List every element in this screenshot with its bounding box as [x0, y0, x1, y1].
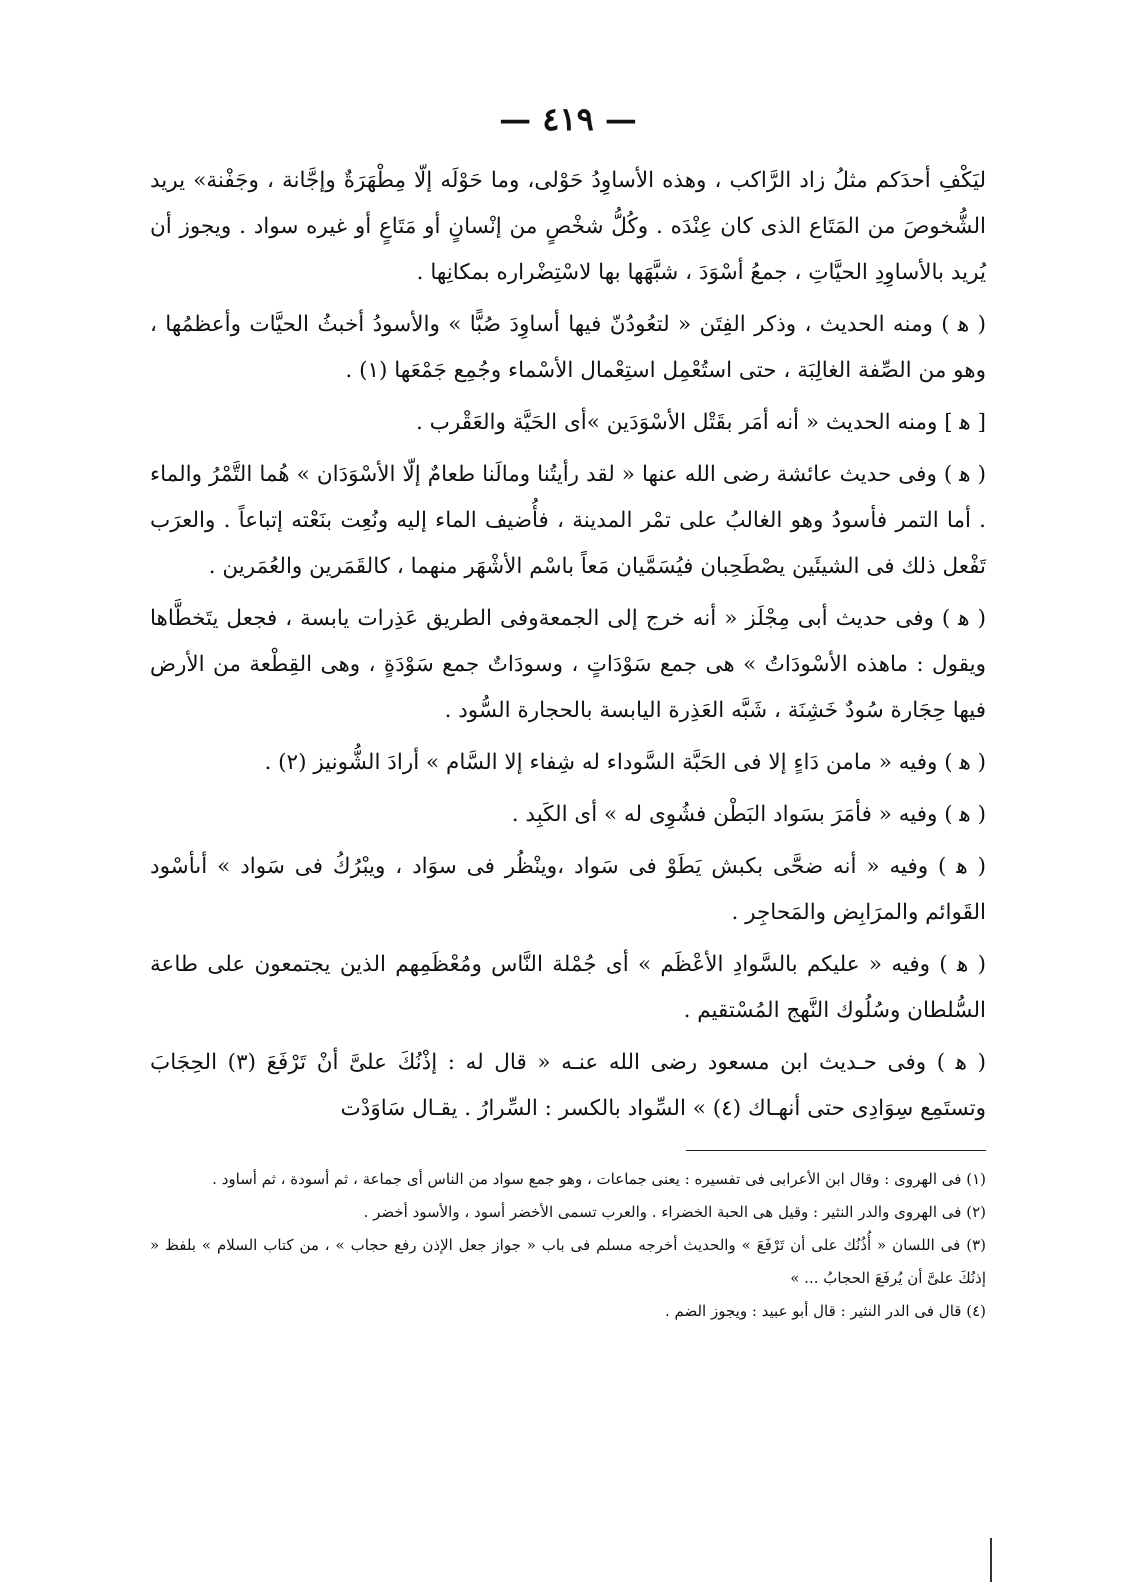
footnote: (٢) فى الهروى والدر النثير : وقيل هى الحبة الخضراء . والعرب تسمى الأخضر أسود ، والأسود أخضر .: [363, 1203, 986, 1221]
main-text: [150, 158, 986, 1132]
footnotes: [150, 1163, 986, 1328]
paragraph: ( ﻫ ) وفى حديث أبى مِجْلَز « أنه خرج إلى الجمعةوفى الطريق عَذِرات يابسة ، فجعل يتَخطَّاها ويقول : ماهذه الأسْودَاتُ » هى جمع سَوْدَاتٍ ، وسودَاتٌ جمع سَوْدَةٍ ، وهى القِطْعة من الأرض فيها حِجَارة سُودٌ خَشِنَة ، شَبَّه العَذِرة اليابسة بالحجارة السُّود .: [150, 606, 986, 723]
paragraph: ( ﻫ ) وفيه « أنه ضحَّى بكبش يَطَوْ فى سَواد ،وينْظُر فى سوَاد ، ويبْرُكُ فى سَواد » أىأسْود القَوائم والمرَابِض والمَحاجِر .: [150, 854, 986, 925]
footnote: (١) فى الهروى : وقال ابن الأعرابى فى تفسيره : يعنى جماعات ، وهو جمع سواد من الناس أى جماعة ، ثم أسودة ، ثم أساود .: [212, 1170, 986, 1188]
paragraph: ليَكْفِ أحدَكم مثلُ زاد الرَّاكب ، وهذه الأساوِدُ حَوْلى، وما حَوْلَه إلّا مِطْهَرَةٌ وإجَّانة ، وجَفْنة» يريد الشُّخوصَ من المَتَاع الذى كان عِنْدَه . وكُلُّ شخْصٍ من إنْسانٍ أو مَتَاعٍ أو غيره سواد . ويجوز أن يُريد بالأساوِدِ الحيَّاتِ ، جمعُ أسْوَدَ ، شبَّهَها بها لاسْتِضْراره بمكانِها .: [150, 168, 986, 285]
paragraph: [ ﻫ ] ومنه الحديث « أنه أمَر بقَتْل الأسْوَدَين »أى الحَيَّة والعَقْرب .: [415, 410, 986, 435]
footnote-divider: [686, 1150, 986, 1151]
paragraph: ( ﻫ ) وفيه « مامن دَاءٍ إلا فى الحَبَّة السَّوداء له شِفاء إلا السَّام » أرادَ الشُّونيز (٢) .: [264, 750, 986, 775]
footnote: (٤) قال فى الدر النثير : قال أبو عبيد : ويجوز الضم .: [664, 1302, 986, 1320]
page-number: — ٤١٩ —: [499, 100, 637, 138]
paragraph: ( ﻫ ) وفيه « عليكم بالسَّوادِ الأعْظَم » أى جُمْلة النَّاس ومُعْظَمِهم الذين يجتمعون على طاعة السُّلطان وسُلُوك النَّهج المُسْتقيم .: [150, 952, 986, 1023]
paragraph: ( ﻫ ) وفى حـديث ابن مسعود رضى الله عنـه « قال له : إذْنُكَ علىَّ أنْ تَرْفَعَ (٣) الحِجَابَ وتستَمِع سِوَادِى حتى أنهـاك (٤) » السِّواد بالكسر : السِّرارُ . يقـال سَاوَدْت: [150, 1050, 986, 1121]
paragraph: ( ﻫ ) وفى حديث عائشة رضى الله عنها « لقد رأيتُنا ومالَنا طعامٌ إلّا الأسْوَدَان » هُما التَّمْرُ والماء . أما التمر فأسودُ وهو الغالبُ على تمْر المدينة ، فأُضيف الماء إليه ونُعِت بنَعْته إتباعاً . والعرَب تَفْعل ذلك فى الشيئَين يصْطَحِبان فيُسَمَّيان مَعاً باسْم الأشْهَر منهما ، كالقَمَرين والعُمَرين .: [150, 462, 986, 579]
paragraph: ( ﻫ ) وفيه « فأمَرَ بسَواد البَطْن فشُوِى له » أى الكَبِد .: [511, 802, 986, 827]
scan-edge-mark: [990, 1538, 992, 1582]
paragraph: ( ﻫ ) ومنه الحديث ، وذكر الفِتَن « لتعُودُنّ فيها أساوِدَ صُبًّا » والأسودُ أخبثُ الحيَّات وأعظمُها ، وهو من الصِّفة الغالِبَة ، حتى استُعْمِل استِعْمال الأسْماء وجُمِع جَمْعَها (١) .: [150, 312, 986, 383]
footnote: (٣) فى اللسان « أُذُنُك على أن تَرْفَعَ » والحديث أخرجه مسلم فى باب « جواز جعل الإذن رفع حجاب » ، من كتاب السلام » بلفظ « إذنُكَ علىَّ أن يُرفَعَ الحجابُ ... »: [150, 1236, 986, 1287]
